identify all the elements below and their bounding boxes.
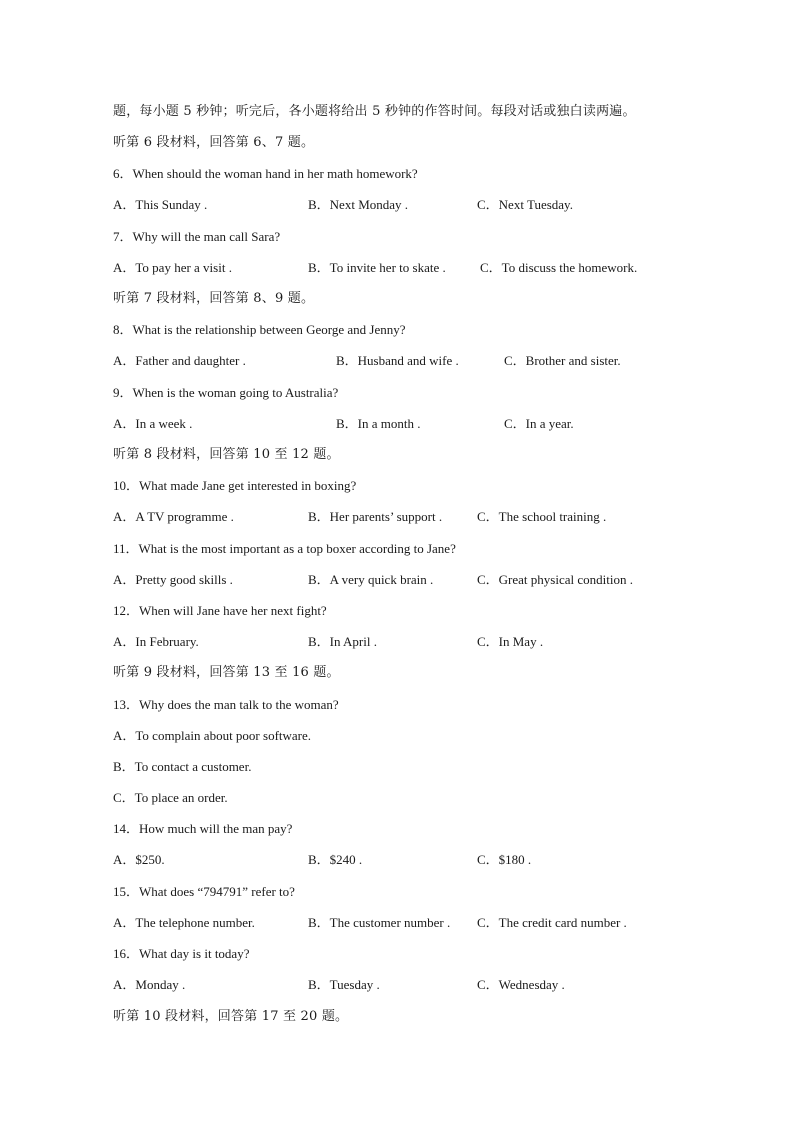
option-a[interactable]: A．To complain about poor software. <box>113 728 312 743</box>
option-c[interactable]: C．Great physical condition . <box>477 572 633 587</box>
section-heading: 听第 10 段材料，回答第 17 至 20 题。 <box>113 1009 349 1024</box>
option-b[interactable]: B．To contact a customer. <box>113 759 252 774</box>
option-c[interactable]: C．To discuss the homework. <box>480 260 638 275</box>
option-b[interactable]: B．In a month . <box>336 416 421 431</box>
option-b[interactable]: B．Next Monday . <box>308 197 409 212</box>
instructions-text: 题，每小题 5 秒钟；听完后，各小题将给出 5 秒钟的作答时间。每段对话或独白读两遍。 <box>113 104 636 119</box>
question-12: 12．When will Jane have her next fight? <box>113 603 327 618</box>
option-b[interactable]: B．In April . <box>308 634 377 649</box>
option-c[interactable]: C．In a year. <box>504 416 574 431</box>
option-a[interactable]: A．Father and daughter . <box>113 353 246 368</box>
option-b[interactable]: B．$240 . <box>308 852 363 867</box>
section-heading: 听第 8 段材料，回答第 10 至 12 题。 <box>113 447 340 462</box>
question-13: 13．Why does the man talk to the woman? <box>113 697 339 712</box>
option-b[interactable]: B．Her parents’ support . <box>308 509 443 524</box>
question-10: 10．What made Jane get interested in boxing? <box>113 478 357 493</box>
option-c[interactable]: C．To place an order. <box>113 790 228 805</box>
question-14: 14．How much will the man pay? <box>113 821 293 836</box>
option-a[interactable]: A．Monday . <box>113 977 186 992</box>
option-c[interactable]: C．The school training . <box>477 509 607 524</box>
question-15: 15．What does “794791” refer to? <box>113 884 295 899</box>
option-a[interactable]: A．Pretty good skills . <box>113 572 233 587</box>
option-b[interactable]: B．To invite her to skate . <box>308 260 446 275</box>
question-6: 6．When should the woman hand in her math homework? <box>113 166 418 181</box>
section-heading: 听第 7 段材料，回答第 8、9 题。 <box>113 291 315 306</box>
option-a[interactable]: A．In February. <box>113 634 199 649</box>
option-a[interactable]: A．$250. <box>113 852 165 867</box>
option-a[interactable]: A．A TV programme . <box>113 509 234 524</box>
section-heading: 听第 9 段材料，回答第 13 至 16 题。 <box>113 665 340 680</box>
option-b[interactable]: B．Husband and wife . <box>336 353 459 368</box>
question-11: 11．What is the most important as a top boxer according to Jane? <box>113 541 456 556</box>
option-c[interactable]: C．Brother and sister. <box>504 353 621 368</box>
option-b[interactable]: B．Tuesday . <box>308 977 380 992</box>
question-8: 8．What is the relationship between George and Jenny? <box>113 322 406 337</box>
question-9: 9．When is the woman going to Australia? <box>113 385 339 400</box>
option-b[interactable]: B．A very quick brain . <box>308 572 434 587</box>
section-heading: 听第 6 段材料，回答第 6、7 题。 <box>113 135 315 150</box>
question-7: 7．Why will the man call Sara? <box>113 229 281 244</box>
option-a[interactable]: A．To pay her a visit . <box>113 260 232 275</box>
option-c[interactable]: C．The credit card number . <box>477 915 627 930</box>
option-a[interactable]: A．The telephone number. <box>113 915 255 930</box>
option-c[interactable]: C．Wednesday . <box>477 977 565 992</box>
question-16: 16．What day is it today? <box>113 946 250 961</box>
option-b[interactable]: B．The customer number . <box>308 915 451 930</box>
option-c[interactable]: C．$180 . <box>477 852 532 867</box>
option-a[interactable]: A．In a week . <box>113 416 193 431</box>
option-c[interactable]: C．In May . <box>477 634 544 649</box>
option-c[interactable]: C．Next Tuesday. <box>477 197 573 212</box>
option-a[interactable]: A．This Sunday . <box>113 197 208 212</box>
